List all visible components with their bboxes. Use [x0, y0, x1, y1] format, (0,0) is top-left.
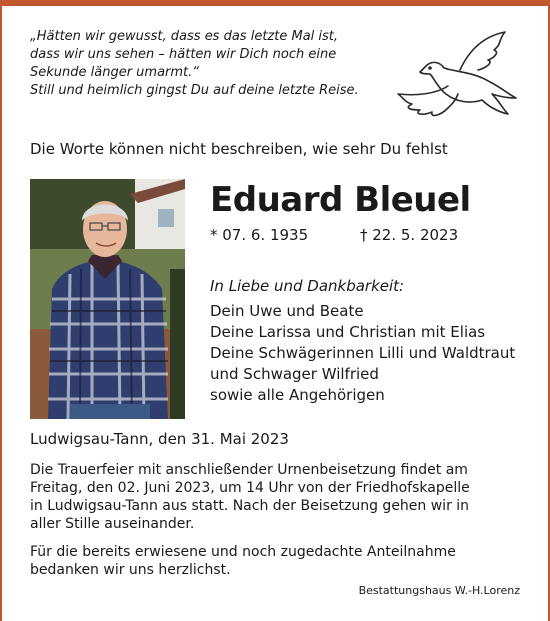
- mourners-heading: In Liebe und Dankbarkeit:: [210, 277, 405, 295]
- quote-line: dass wir uns sehen – hätten wir Dich noch eine: [30, 47, 337, 62]
- quote-line: Still und heimlich gingst Du auf deine letzte Reise.: [30, 83, 359, 98]
- deceased-name: Eduard Bleuel: [210, 180, 471, 220]
- funeral-info-line: aller Stille auseinander.: [30, 516, 195, 532]
- portrait-photo: [30, 179, 185, 419]
- death-date: † 22. 5. 2023: [360, 226, 459, 244]
- funeral-info-line: Die Trauerfeier mit anschließender Urnenbeisetzung findet am: [30, 462, 468, 478]
- mourner-line: Deine Schwägerinnen Lilli und Waldtraut: [210, 344, 516, 362]
- thanks-note: [30, 543, 530, 579]
- funeral-info: [30, 461, 530, 533]
- thanks-line: Für die bereits erwiesene und noch zugedachte Anteilnahme: [30, 544, 456, 560]
- dove-icon: [390, 28, 520, 132]
- mourner-line: Deine Larissa und Christian mit Elias: [210, 323, 486, 341]
- funeral-home: Bestattungshaus W.-H.Lorenz: [358, 584, 520, 597]
- mourners-list: [210, 301, 515, 406]
- quote-line: „Hätten wir gewusst, dass es das letzte Mal ist,: [30, 29, 339, 44]
- thanks-line: bedanken wir uns herzlichst.: [30, 562, 231, 578]
- quote-line: Sekunde länger umarmt.“: [30, 65, 200, 80]
- memorial-quote: [30, 28, 370, 100]
- place-date: Ludwigsau-Tann, den 31. Mai 2023: [30, 430, 289, 448]
- funeral-info-line: Freitag, den 02. Juni 2023, um 14 Uhr von der Friedhofskapelle: [30, 480, 470, 496]
- mourner-line: Dein Uwe und Beate: [210, 302, 364, 320]
- mourner-line: sowie alle Angehörigen: [210, 386, 385, 404]
- birth-date: * 07. 6. 1935: [210, 226, 309, 244]
- intro-line: Die Worte können nicht beschreiben, wie sehr Du fehlst: [30, 140, 448, 158]
- funeral-info-line: in Ludwigsau-Tann aus statt. Nach der Beisetzung gehen wir in: [30, 498, 470, 514]
- mourner-line: und Schwager Wilfried: [210, 365, 379, 383]
